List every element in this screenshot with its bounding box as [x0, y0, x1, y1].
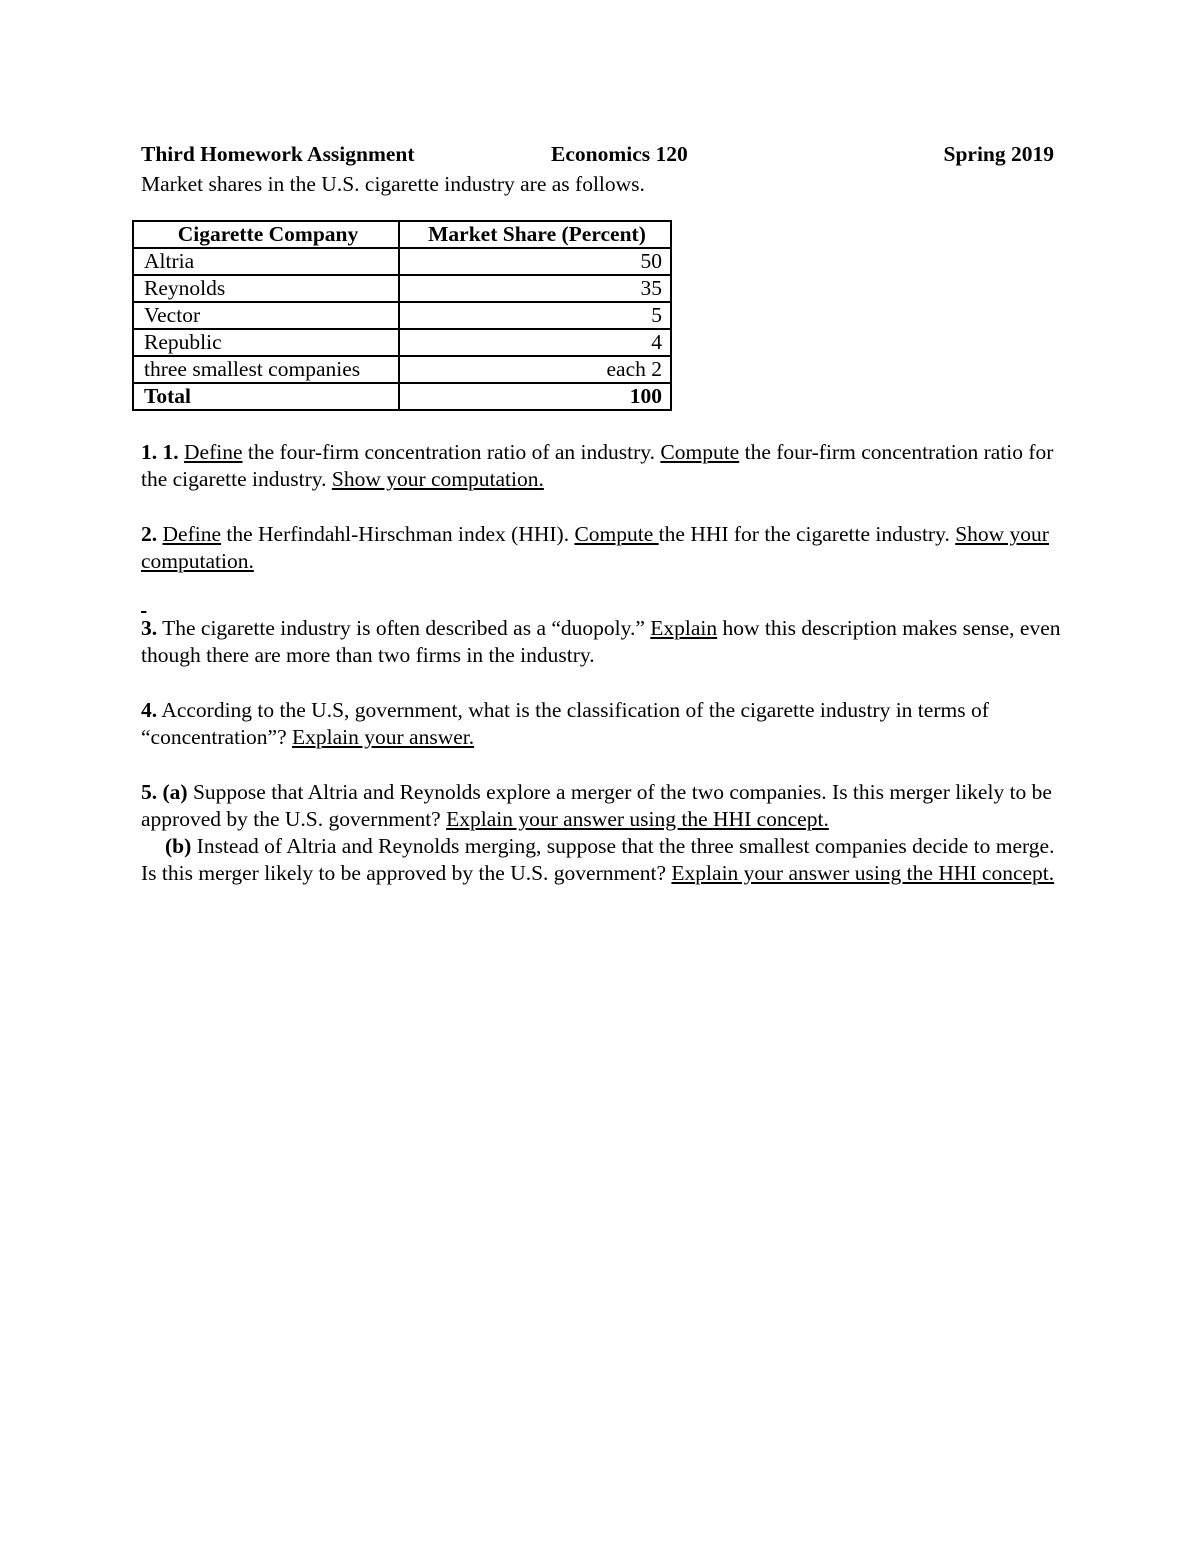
question-text: the four-firm concentration ratio for the cigarette industry. — [141, 440, 1054, 491]
question-3 — [141, 615, 1066, 669]
question-text: the HHI for the cigarette industry. — [658, 522, 956, 546]
compute-keyword: Compute — [660, 440, 740, 464]
underline-mark — [141, 591, 1066, 613]
question-5a — [141, 779, 1066, 833]
column-header-share: Market Share (Percent) — [399, 221, 671, 248]
compute-keyword: Compute — [574, 522, 659, 546]
explain-keyword: Explain your answer using the HHI concept. — [446, 807, 829, 831]
question-number: 1. 1. — [141, 440, 179, 464]
table-row — [133, 302, 671, 329]
question-5b — [141, 833, 1066, 887]
show-computation-keyword: Show your computation. — [331, 467, 544, 491]
intro-text: Market shares in the U.S. cigarette industry are as follows. — [141, 172, 645, 196]
question-2 — [141, 521, 1066, 575]
company-cell: Reynolds — [133, 275, 399, 302]
column-header-company: Cigarette Company — [133, 221, 399, 248]
company-cell: Republic — [133, 329, 399, 356]
question-text: Instead of Altria and Reynolds merging, suppose that the three smallest companies decide to merge. Is this merger likely to be approved by the U.S. government? — [141, 834, 1055, 885]
question-number: 4. — [141, 698, 158, 722]
define-keyword: Define — [162, 522, 221, 546]
share-cell: 5 — [399, 302, 671, 329]
table-row — [133, 356, 671, 383]
total-label-cell: Total — [133, 383, 399, 410]
part-label: (a) — [162, 780, 188, 804]
question-text: The cigarette industry is often described as a “duopoly.” — [157, 616, 651, 640]
question-text: the Herfindahl-Hirschman index (HHI). — [221, 522, 575, 546]
show-computation-keyword: Show your computation. — [141, 522, 1049, 573]
assignment-title: Third Homework Assignment — [141, 142, 415, 166]
document-page — [141, 141, 1066, 887]
question-number: 3. — [141, 616, 158, 640]
question-text: According to the U.S, government, what is the classification of the cigarette industry in terms of “concentration”? — [141, 698, 989, 749]
question-1 — [141, 439, 1066, 493]
question-4 — [141, 697, 1066, 751]
total-value-cell: 100 — [399, 383, 671, 410]
document-header — [141, 141, 1066, 171]
table-row — [133, 275, 671, 302]
part-label: (b) — [165, 834, 192, 858]
table-header-row — [133, 221, 671, 248]
question-text: Suppose that Altria and Reynolds explore a merger of the two companies. Is this merger likely to be approved by the U.S. government? — [141, 780, 1052, 831]
question-number: 2. — [141, 522, 158, 546]
share-cell: 4 — [399, 329, 671, 356]
question-text: how this description makes sense, even though there are more than two firms in the industry. — [141, 616, 1061, 667]
share-cell: 35 — [399, 275, 671, 302]
table-total-row — [133, 383, 671, 410]
explain-keyword: Explain your answer using the HHI concept. — [671, 861, 1055, 885]
define-keyword: Define — [184, 440, 243, 464]
table-row — [133, 248, 671, 275]
explain-keyword: Explain your answer. — [292, 725, 475, 749]
share-cell: each 2 — [399, 356, 671, 383]
company-cell: Vector — [133, 302, 399, 329]
question-text: the four-firm concentration ratio of an industry. — [242, 440, 661, 464]
question-number: 5. — [141, 780, 158, 804]
table-row — [133, 329, 671, 356]
course-name: Economics 120 — [551, 142, 688, 166]
explain-keyword: Explain — [650, 616, 718, 640]
company-cell: three smallest companies — [133, 356, 399, 383]
company-cell: Altria — [133, 248, 399, 275]
market-share-table — [132, 220, 672, 411]
term-label: Spring 2019 — [943, 142, 1054, 166]
share-cell: 50 — [399, 248, 671, 275]
